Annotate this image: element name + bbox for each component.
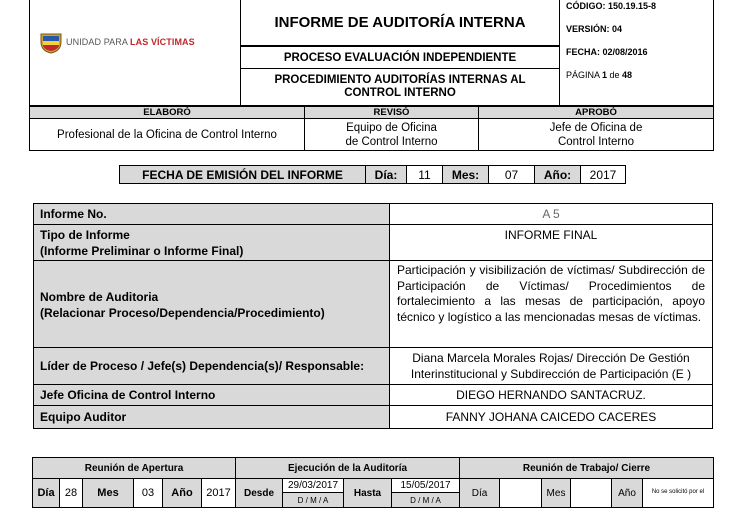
- procedure-name: [240, 68, 560, 106]
- apertura-day-value: [59, 478, 83, 508]
- process-name: [240, 46, 560, 69]
- page-total: 48: [622, 70, 633, 80]
- cierre-day-label: [459, 478, 500, 508]
- nombre-label-line2: (Relacionar Proceso/Dependencia/Procedimiento): [40, 306, 325, 320]
- lider-proceso-label: [33, 347, 390, 385]
- emission-year-text: 2017: [589, 167, 617, 182]
- cierre-day-label-text: Día: [471, 487, 488, 499]
- lider-line1: Diana Marcela Morales Rojas/ Dirección De Gestión: [412, 351, 690, 365]
- apertura-day-label: [32, 478, 60, 508]
- jefe-oci-value: [389, 384, 713, 406]
- apertura-label: Reunión de Apertura: [84, 462, 184, 474]
- emission-day-label: [365, 165, 407, 184]
- ejecucion-hasta-sub: [391, 492, 460, 508]
- cierre-label: Reunión de Trabajo/ Cierre: [522, 462, 651, 474]
- lider-proceso-value: [389, 347, 713, 385]
- lider-line2: Interinstitucional y Subdirección de Participación (E ): [410, 367, 692, 381]
- nombre-auditoria-text: Participación y visibilización de víctimas/ Subdirección de Participación de Víctimas/ Procedimientos de fortalecimiento a las mesas de participación, apoyo técnico y logístico a las mencionadas mesas de víctimas.: [397, 263, 705, 324]
- cierre-month-label-text: Mes: [546, 487, 566, 499]
- jefe-oci-label: [33, 384, 390, 406]
- tipo-label-line2: (Informe Preliminar o Informe Final): [40, 244, 244, 258]
- tipo-informe-label: [33, 224, 390, 261]
- procedure-name-text: PROCEDIMIENTO AUDITORÍAS INTERNAS AL CONTROL INTERNO: [274, 74, 526, 99]
- desde-label-text: Desde: [243, 487, 274, 499]
- doc-date: FECHA: 02/08/2016: [566, 47, 648, 57]
- tipo-informe-text: INFORME FINAL: [504, 228, 598, 242]
- lider-label-text: Líder de Proceso / Jefe(s) Dependencia(s)/ Responsable:: [40, 359, 365, 373]
- emission-year-label: [534, 165, 581, 184]
- nombre-label-line1: Nombre de Auditoria: [40, 290, 159, 304]
- logo-wordmark: [66, 37, 242, 51]
- apertura-year-text: 2017: [206, 487, 231, 499]
- desde-text: 29/03/2017: [287, 480, 339, 491]
- colombia-shield-icon: [39, 32, 63, 54]
- jefe-text: DIEGO HERNANDO SANTACRUZ.: [456, 388, 646, 402]
- ejecucion-hasta-label: [343, 478, 392, 508]
- aprobo-value-text: Jefe de Oficina de Control Interno: [549, 121, 643, 148]
- emission-year-value: [580, 165, 626, 184]
- aprobo-label: APROBÓ: [575, 107, 617, 118]
- ejecucion-desde-sub: [282, 492, 344, 508]
- hasta-text: 15/05/2017: [400, 480, 451, 491]
- elaboro-label: ELABORÓ: [143, 107, 191, 118]
- apertura-header: [32, 457, 236, 479]
- emission-year-label-text: Año:: [543, 167, 572, 182]
- nombre-auditoria-label: [33, 260, 390, 348]
- emission-day-label-text: Día:: [374, 167, 398, 182]
- apertura-year-label-text: Año: [171, 487, 193, 499]
- cierre-day-value: [499, 478, 542, 508]
- elaboro-value-text: Profesional de la Oficina de Control Interno: [57, 128, 277, 141]
- tipo-informe-value: [389, 224, 713, 261]
- hasta-label-text: Hasta: [353, 487, 382, 499]
- ejecucion-desde-value: [282, 478, 344, 493]
- report-title-text: INFORME DE AUDITORÍA INTERNA: [274, 13, 526, 31]
- equipo-text: FANNY JOHANA CAICEDO CACERES: [445, 410, 657, 424]
- cierre-note: [642, 478, 714, 508]
- doc-metadata: [559, 0, 714, 106]
- emission-day-text: 11: [418, 167, 431, 182]
- emission-month-label-text: Mes:: [451, 167, 480, 182]
- cierre-year-label: [611, 478, 643, 508]
- informe-no-value: [389, 203, 713, 225]
- aprobo-value: [478, 118, 714, 151]
- emission-label-text: FECHA DE EMISIÓN DEL INFORME: [142, 167, 343, 182]
- equipo-auditor-value: [389, 405, 713, 429]
- reviso-value: [304, 118, 479, 151]
- emission-date-label: [119, 165, 366, 184]
- emission-month-label: [442, 165, 489, 184]
- doc-page: [566, 70, 632, 80]
- reviso-value-text: Equipo de Oficina de Control Interno: [345, 121, 438, 148]
- equipo-label-text: Equipo Auditor: [40, 410, 127, 424]
- reviso-label: REVISÓ: [373, 107, 410, 118]
- cierre-year-label-text: Año: [618, 487, 636, 499]
- informe-no-label-text: Informe No.: [40, 207, 107, 221]
- ejecucion-hasta-value: [391, 478, 460, 493]
- page-prefix: PÁGINA: [566, 70, 603, 80]
- informe-no-text: A 5: [542, 207, 560, 221]
- apertura-month-value: [133, 478, 163, 508]
- apertura-month-label: [82, 478, 134, 508]
- hasta-sub-text: D / M / A: [410, 495, 441, 505]
- apertura-day-text: 28: [64, 487, 78, 499]
- tipo-label-line1: Tipo de Informe: [40, 228, 130, 242]
- nombre-auditoria-value: [389, 260, 713, 348]
- emission-month-value: [488, 165, 535, 184]
- page-number: 1: [602, 70, 608, 80]
- apertura-month-label-text: Mes: [97, 487, 119, 499]
- jefe-label-text: Jefe Oficina de Control Interno: [40, 388, 216, 402]
- emission-month-text: 07: [504, 167, 519, 182]
- apertura-year-label: [162, 478, 202, 508]
- ejecucion-label: Ejecución de la Auditoría: [287, 462, 408, 474]
- report-title: [240, 0, 560, 46]
- emission-day-value: [406, 165, 443, 184]
- cierre-note-text: No se solicitó por el: [651, 489, 705, 495]
- process-name-text: PROCESO EVALUACIÓN INDEPENDIENTE: [283, 51, 517, 64]
- logo-text-emph: LAS VÍCTIMAS: [130, 37, 195, 47]
- cierre-header: [459, 457, 714, 479]
- ejecucion-header: [235, 457, 460, 479]
- equipo-auditor-label: [33, 405, 390, 429]
- desde-sub-text: D / M / A: [297, 495, 329, 505]
- apertura-month-text: 03: [141, 487, 155, 499]
- logo-text-prefix: UNIDAD PARA: [66, 37, 131, 47]
- doc-version: VERSIÓN: 04: [566, 24, 623, 34]
- apertura-day-label-text: Día: [37, 487, 55, 499]
- cierre-month-value: [570, 478, 612, 508]
- doc-code: CÓDIGO: 150.19.15-8: [566, 1, 657, 11]
- elaboro-value: [29, 118, 305, 151]
- informe-no-label: [33, 203, 390, 225]
- logo-cell: [29, 0, 241, 106]
- apertura-year-value: [201, 478, 236, 508]
- page-of: de: [607, 70, 623, 80]
- ejecucion-desde-label: [235, 478, 283, 508]
- cierre-month-label: [541, 478, 571, 508]
